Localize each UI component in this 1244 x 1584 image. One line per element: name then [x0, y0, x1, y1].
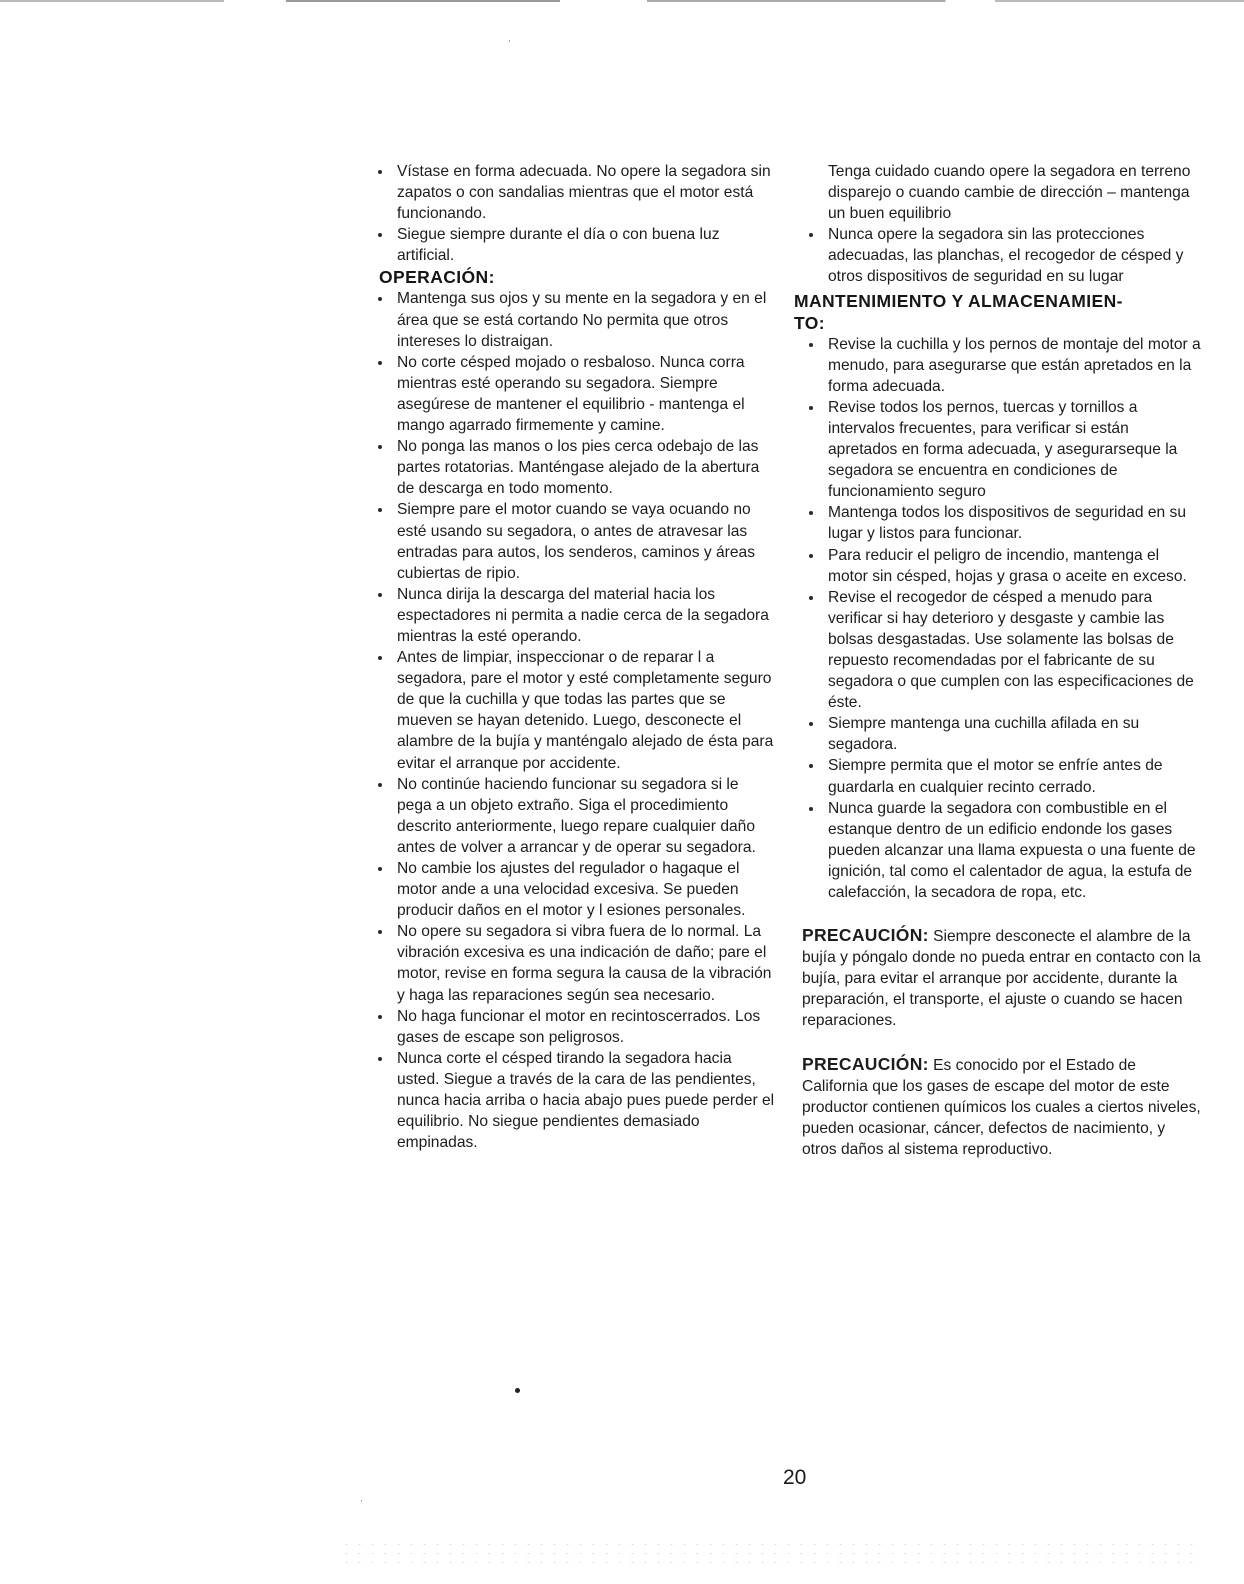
warning-text: Es conocido por el Estado de California que los gases de escape del motor de este productor contienen químicos los cuales a ciertos niveles, pueden ocasionar, cáncer, defectos de nacimiento, y otros daños al sistema reproductivo.	[802, 1056, 1201, 1158]
right-column	[794, 161, 1201, 1160]
warning-label: PRECAUCIÓN:	[802, 1053, 929, 1074]
page-number: 20	[783, 1466, 807, 1489]
list-item: Siempre permita que el motor se enfríe antes de guardarla en cualquier recinto cerrado.	[806, 755, 1201, 797]
list-item: Siegue siempre durante el día o con buena luz artificial.	[375, 224, 775, 266]
list-item: Nunca dirija la descarga del material hacia los espectadores ni permita a nadie cerca de la segadora mientras la esté operando.	[375, 584, 775, 647]
list-item: No continúe haciendo funcionar su segadora si le pega a un objeto extraño. Siga el procedimiento descrito anteriormente, luego repare cualquier daño antes de volver a arrancar y de operar su segadora.	[375, 774, 775, 858]
scan-speck	[509, 40, 510, 42]
list-item: No haga funcionar el motor en recintoscerrados. Los gases de escape son peligrosos.	[375, 1006, 775, 1048]
maintenance-list	[806, 334, 1201, 904]
list-item: No cambie los ajustes del regulador o hagaque el motor ande a una velocidad excesiva. Se pueden producir daños en el motor y l esiones personales.	[375, 858, 775, 921]
maintenance-heading	[794, 290, 1201, 334]
list-item: Revise todos los pernos, tuercas y tornillos a intervalos frecuentes, para verificar si están apretados en forma adecuada, y asegurarseque la segadora se encuentra en condiciones de funcionamiento seguro	[806, 397, 1201, 502]
list-item: Siempre mantenga una cuchilla afilada en su segadora.	[806, 713, 1201, 755]
scan-speck	[361, 1500, 362, 1502]
list-item: No opere su segadora si vibra fuera de lo normal. La vibración excesiva es una indicación de daño; pare el motor, revise en forma segura la causa de la vibración y haga las reparaciones según sea necesario.	[375, 921, 775, 1005]
scan-top-border	[0, 0, 1244, 2]
operation-heading: OPERACIÓN:	[379, 267, 495, 288]
warning-text: Siempre desconecte el alambre de la bujía y póngalo donde no pueda entrar en contacto con la bujía, para evitar el arranque por accidente, durante la preparación, el transporte, el ajuste o cuando se hacen reparaciones.	[802, 928, 1201, 1030]
list-item: Antes de limpiar, inspeccionar o de reparar l a segadora, pare el motor y esté completamente seguro de que la cuchilla y que todas las partes que se mueven se hayan detenido. Luego, desconecte el alambre de la bujía y manténgalo alejado de ésta para evitar el arranque por accidente.	[375, 647, 775, 774]
warning-label: PRECAUCIÓN:	[802, 925, 929, 946]
warning-paragraph	[802, 1054, 1201, 1160]
warning-paragraph	[802, 925, 1201, 1031]
maintenance-heading-line1: MANTENIMIENTO Y ALMACENAMIEN-	[794, 290, 1123, 311]
intro-list	[375, 161, 775, 266]
continuation-text: Tenga cuidado cuando opere la segadora en terreno disparejo o cuando cambie de dirección – mantenga un buen equilibrio	[828, 163, 1191, 223]
list-item: Nunca corte el césped tirando la segadora hacia usted. Siegue a través de la cara de las pendientes, nunca hacia arriba o hacia abajo pues puede perder el equilibrio. No siegue pendientes demasiado empinadas.	[375, 1048, 775, 1153]
list-item: Revise el recogedor de césped a menudo para verificar si hay deterioro y desgaste y cambie las bolsas desgastadas. Use solamente las bolsas de repuesto recomendadas por el fabricante de su segadora o que cumplen con las especificaciones de éste.	[806, 587, 1201, 714]
list-item: Mantenga todos los dispositivos de seguridad en su lugar y listos para funcionar.	[806, 502, 1201, 544]
list-item: Revise la cuchilla y los pernos de montaje del motor a menudo, para asegurarse que están apretados en la forma adecuada.	[806, 334, 1201, 397]
list-item: Vístase en forma adecuada. No opere la segadora sin zapatos o con sandalias mientras que el motor está funcionando.	[375, 161, 775, 224]
list-item: Siempre pare el motor cuando se vaya ocuando no esté usando su segadora, o antes de atravesar las entradas para autos, los senderos, caminos y áreas cubiertas de ripio.	[375, 499, 775, 583]
list-item: Mantenga sus ojos y su mente en la segadora y en el área que se está cortando No permita que otros intereses lo distraigan.	[375, 288, 775, 351]
left-column	[375, 161, 775, 1153]
list-item: No ponga las manos o los pies cerca odebajo de las partes rotatorias. Manténgase alejado de la abertura de descarga en todo momento.	[375, 436, 775, 499]
maintenance-heading-line2: TO:	[794, 312, 826, 333]
safety-list	[806, 224, 1201, 287]
list-item: Nunca opere la segadora sin las protecciones adecuadas, las planchas, el recogedor de césped y otros dispositivos de seguridad en su lugar	[806, 224, 1201, 287]
list-item: Para reducir el peligro de incendio, mantenga el motor sin césped, hojas y grasa o aceite en exceso.	[806, 545, 1201, 587]
list-item: No corte césped mojado o resbaloso. Nunca corra mientras esté operando su segadora. Siempre asegúrese de mantener el equilibrio - mantenga el mango agarrado firmemente y camine.	[375, 352, 775, 436]
stray-mark	[515, 1388, 520, 1393]
list-item: Nunca guarde la segadora con combustible en el estanque dentro de un edificio endonde los gases pueden alcanzar una llama expuesta o una fuente de ignición, tal como el calentador de agua, la estufa de calefacción, la secadora de ropa, etc.	[806, 798, 1201, 903]
scan-noise	[340, 1540, 1200, 1570]
operation-list	[375, 288, 775, 1153]
